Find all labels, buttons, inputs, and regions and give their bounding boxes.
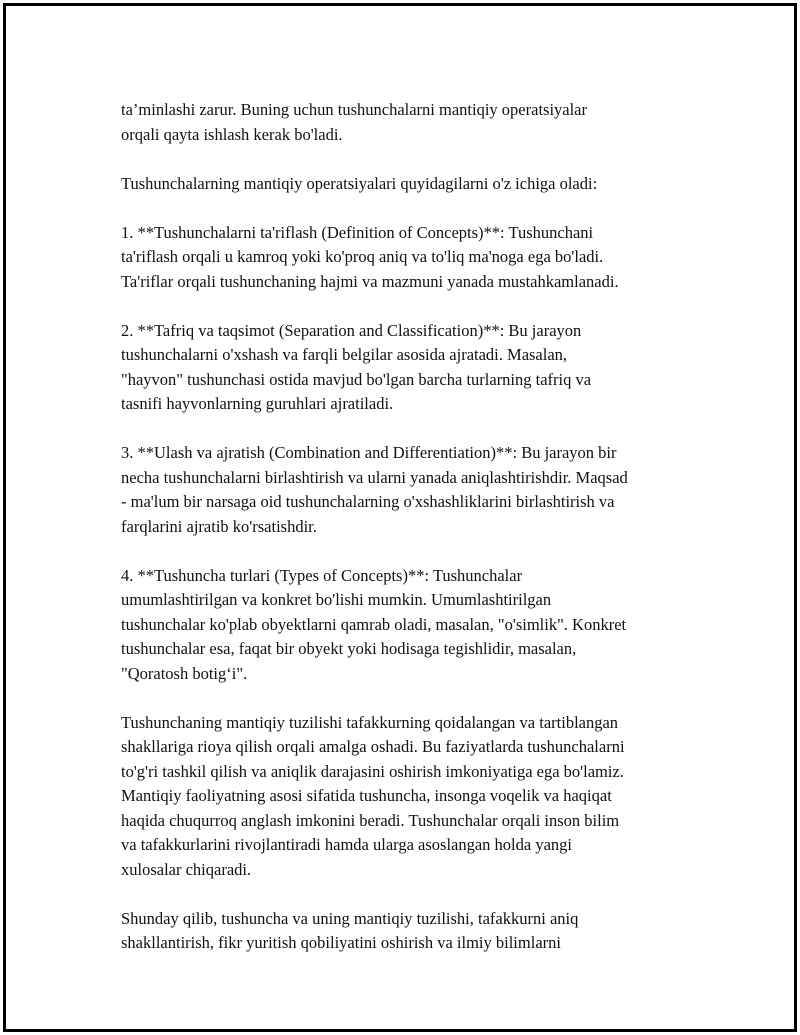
list-item: 3. **Ulash va ajratish (Combination and Differentiation)**: Bu jarayon bir necha tushunchalarni birlashtirish va ularni yanada aniqlashtirishdir. Maqsad - ma'lum bir narsaga oid tushunchalarning o'xshashliklarini birlashtirish va farqlarini ajratib ko'rsatishdir. xyxy=(121,443,628,536)
paragraph: Tushunchalarning mantiqiy operatsiyalari quyidagilarni o'z ichiga oladi: xyxy=(121,173,598,193)
list-item: 1. **Tushunchalarni ta'riflash (Definition of Concepts)**: Tushunchani ta'riflash orqali u kamroq yoki ko'proq aniq va to'liq ma'noga ega bo'ladi. Ta'riflar orqali tushunchaning hajmi va mazmuni yanada mustahkamlanadi. xyxy=(121,222,619,291)
paragraph: Shunday qilib, tushuncha va uning mantiqiy tuzilishi, tafakkurni aniq shakllantirish, fikr yuritish qobiliyatini oshirish va ilmiy bilimlarni xyxy=(121,908,579,952)
document-body xyxy=(121,98,701,956)
paragraph: Tushunchaning mantiqiy tuzilishi tafakkurning qoidalangan va tartiblangan shakllariga rioya qilish orqali amalga oshadi. Bu faziyatlarda tushunchalarni to'g'ri tashkil qilish va aniqlik darajasini oshirish imkoniyatiga ega bo'lamiz. Mantiqiy faoliyatning asosi sifatida tushuncha, insonga voqelik va haqiqat haqida chuqurroq anglash imkonini beradi. Tushunchalar orqali inson bilim va tafakkurlarini rivojlantiradi hamda ularga asoslangan holda yangi xulosalar chiqaradi. xyxy=(121,712,625,879)
list-item: 4. **Tushuncha turlari (Types of Concepts)**: Tushunchalar umumlashtirilgan va konkret bo'lishi mumkin. Umumlashtirilgan tushunchalar ko'plab obyektlarni qamrab oladi, masalan, "o'simlik". Konkret tushunchalar esa, faqat bir obyekt yoki hodisaga tegishlidir, masalan, "Qoratosh botig‘i". xyxy=(121,565,627,683)
paragraph: ta’minlashi zarur. Buning uchun tushunchalarni mantiqiy operatsiyalar orqali qayta ishlash kerak bo'ladi. xyxy=(121,100,588,144)
document-page xyxy=(3,3,797,1032)
list-item: 2. **Tafriq va taqsimot (Separation and Classification)**: Bu jarayon tushunchalarni o'xshash va farqli belgilar asosida ajratadi. Masalan, "hayvon" tushunchasi ostida mavjud bo'lgan barcha turlarning tafriq va tasnifi hayvonlarning guruhlari ajratiladi. xyxy=(121,320,592,413)
